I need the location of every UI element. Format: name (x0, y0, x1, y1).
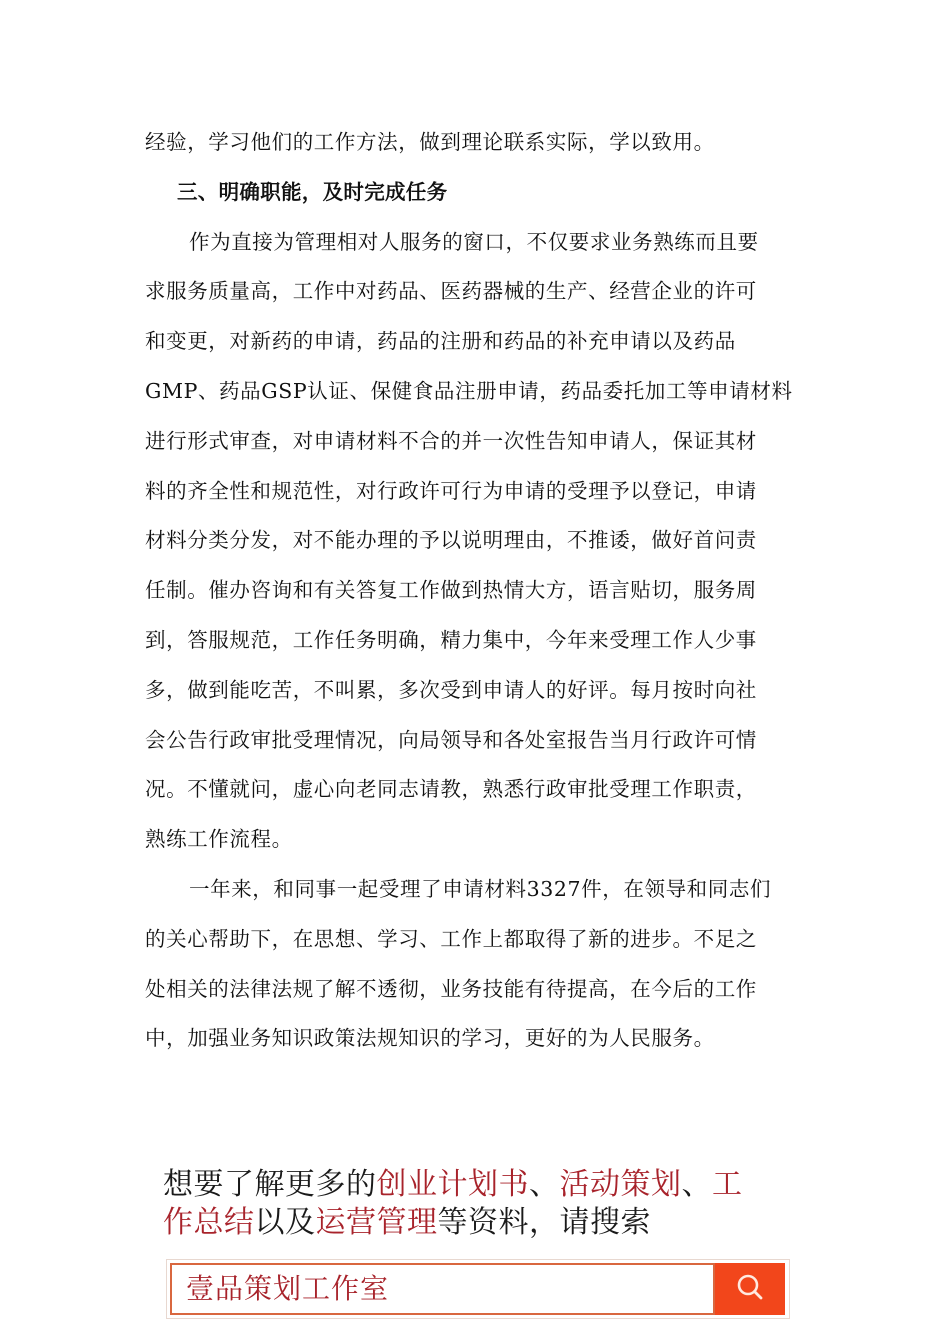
search-button[interactable] (715, 1263, 785, 1315)
promo-link-work-summary[interactable]: 作总结 (163, 1205, 255, 1240)
text-line: 多，做到能吃苦，不叫累，多次受到申请人的好评。每月按时向社 (145, 677, 757, 702)
promo-line-1 (163, 1166, 803, 1204)
promo-link-operations[interactable]: 运营管理 (315, 1205, 438, 1240)
document-body (145, 118, 807, 1064)
text-line: 和变更，对新药的申请，药品的注册和药品的补充申请以及药品 (145, 329, 736, 354)
text-line: 处相关的法律法规了解不透彻，业务技能有待提高，在今后的工作 (145, 976, 757, 1001)
promo-text: 、 (529, 1167, 560, 1202)
paragraph-start: 作为直接为管理相对人服务的窗口，不仅要求业务熟练而且要 (189, 229, 759, 254)
text-line: 求服务质量高，工作中对药品、医药器械的生产、经营企业的许可 (145, 279, 757, 304)
promo-text: 、 (681, 1167, 712, 1202)
search-input[interactable]: 壹品策划工作室 (170, 1263, 715, 1315)
promo-banner (163, 1166, 803, 1242)
text-line: 材料分类分发，对不能办理的予以说明理由，不推诿，做好首问责 (145, 528, 757, 553)
paragraph-start: 一年来，和同事一起受理了申请材料3327件，在领导和同志们 (189, 876, 772, 901)
text-line: 进行形式审查，对申请材料不合的并一次性告知申请人，保证其材 (145, 428, 757, 453)
search-icon (735, 1272, 765, 1306)
promo-link-event-planning[interactable]: 活动策划 (559, 1167, 682, 1202)
text-line: 熟练工作流程。 (145, 827, 293, 852)
text-line: 的关心帮助下，在思想、学习、工作上都取得了新的进步。不足之 (145, 926, 757, 951)
text-line: 经验，学习他们的工作方法，做到理论联系实际，学以致用。 (145, 130, 715, 154)
promo-text: 等资料，请搜索 (437, 1205, 651, 1240)
promo-text: 以及 (254, 1205, 316, 1240)
promo-link-business-plan[interactable]: 创业计划书 (376, 1167, 529, 1202)
text-line: 况。不懂就问，虚心向老同志请教，熟悉行政审批受理工作职责， (145, 777, 757, 802)
promo-text: 想要了解更多的 (163, 1167, 377, 1202)
search-box (166, 1259, 790, 1319)
promo-line-2 (163, 1204, 803, 1242)
text-line: 中，加强业务知识政策法规知识的学习，更好的为人民服务。 (145, 1026, 715, 1051)
text-line: GMP、药品GSP认证、保健食品注册申请，药品委托加工等申请材料 (145, 378, 793, 403)
text-line: 任制。催办咨询和有关答复工作做到热情大方，语言贴切，服务周 (145, 578, 757, 603)
text-line: 会公告行政审批受理情况，向局领导和各处室报告当月行政许可情 (145, 727, 757, 752)
section-heading: 三、明确职能，及时完成任务 (177, 179, 448, 204)
promo-link-work-summary[interactable]: 工 (712, 1167, 743, 1202)
text-line: 料的齐全性和规范性，对行政许可行为申请的受理予以登记，申请 (145, 478, 757, 503)
text-line: 到，答服规范，工作任务明确，精力集中，今年来受理工作人少事 (145, 627, 757, 652)
